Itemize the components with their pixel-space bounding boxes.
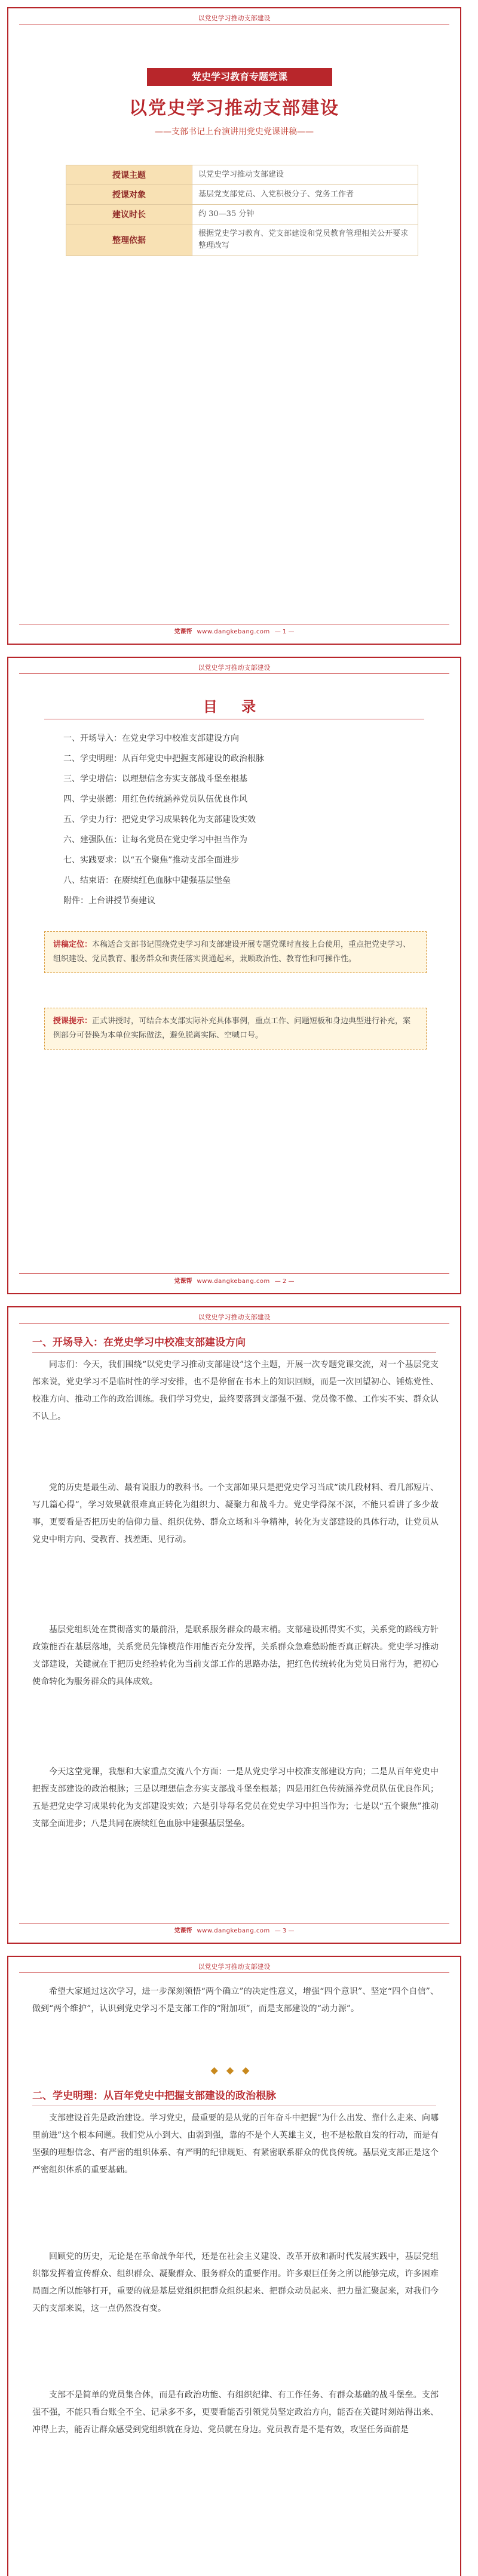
header-divider bbox=[19, 1323, 449, 1324]
footer-site[interactable]: www.dangkebang.com bbox=[197, 1278, 270, 1285]
row-value: 以党史学习推动支部建设 bbox=[192, 165, 418, 185]
footer-site[interactable]: www.dangkebang.com bbox=[197, 1928, 270, 1934]
footer-site[interactable]: www.dangkebang.com bbox=[197, 629, 270, 635]
paragraph: 党的历史是最生动、最有说服力的教科书。一个支部如果只是把党史学习当成“读几段材料、看几部短片、写几篇心得”，学习效果就很难真正转化为组织力、凝聚力和战斗力。党史学得深不深，不能只看讲了多少故事，更要看是否把历史的信仰力量、组织优势、群众立场和斗争精神，转化为支部建设的具体行动，让党员从党史中明方向、受教育、找差距、见行动。 bbox=[32, 1483, 439, 1544]
toc-item[interactable]: 三、学史增信：以理想信念夯实支部战斗堡垒根基 bbox=[63, 774, 247, 784]
page-footer bbox=[8, 1925, 460, 1934]
table-row bbox=[66, 165, 418, 185]
toc-item[interactable]: 一、开场导入：在党史学习中校准支部建设方向 bbox=[63, 734, 239, 743]
page-footer bbox=[8, 626, 460, 635]
toc-item[interactable]: 四、学史崇德：用红色传统涵养党员队伍优良作风 bbox=[63, 795, 247, 804]
course-info-table bbox=[66, 165, 418, 256]
table-row bbox=[66, 205, 418, 224]
section-separator: ◆◆◆ bbox=[210, 2064, 258, 2076]
paragraph: 同志们：今天，我们围绕“以党史学习推动支部建设”这个主题，开展一次专题党课交流，对一个基层党支部来说，党史学习不是临时性的学习安排，也不是停留在书本上的知识回顾，而是一次回望初心、锤炼党性、校准方向、推动工作的政治训练。我们学习党史，最终要落到支部强不强、党员像不像、工作实不实、群众认不认上。 bbox=[32, 1360, 439, 1421]
footer-label: 党课帮 bbox=[174, 1928, 192, 1934]
table-row bbox=[66, 224, 418, 256]
page-footer bbox=[8, 1276, 460, 1285]
toc-item[interactable]: 六、建强队伍：让每名党员在党史学习中担当作为 bbox=[63, 835, 247, 845]
page-number: — 1 — bbox=[274, 629, 295, 635]
row-value: 基层党支部党员、入党积极分子、党务工作者 bbox=[192, 185, 418, 205]
toc-list bbox=[63, 728, 422, 911]
page-number: — 3 — bbox=[274, 1928, 295, 1934]
note-label: 授课提示： bbox=[53, 1017, 93, 1026]
paragraph: 回顾党的历史，无论是在革命战争年代，还是在社会主义建设、改革开放和新时代发展实践中，基层党组织都发挥着宣传群众、组织群众、凝聚群众、服务群众的重要作用。许多艰巨任务之所以能够完成，许多困难局面之所以能够打开，重要的就是基层党组织把群众组织起来、把群众动员起来、把力量汇聚起来，对我们今天的支部来说，这一点仍然没有变。 bbox=[32, 2252, 439, 2313]
paragraph: 基层党组织处在贯彻落实的最前沿，是联系服务群众的最末梢。支部建设抓得实不实，关系党的路线方针政策能否在基层落地，关系党员先锋模范作用能否充分发挥，关系群众急难愁盼能否真正解决。党史学习推动支部建设，关键就在于把历史经验转化为当前支部工作的思路办法，把红色传统转化为党员日常行为，把初心使命转化为服务群众的具体成效。 bbox=[32, 1625, 439, 1686]
note-text: 正式讲授时，可结合本支部实际补充具体事例，重点工作、问题短板和身边典型进行补充，案例部分可替换为本单位实际做法，避免脱离实际、空喊口号。 bbox=[53, 1017, 411, 1040]
page-header: 以党史学习推动支部建设 bbox=[198, 664, 271, 672]
toc-item[interactable]: 五、学史力行：把党史学习成果转化为支部建设实效 bbox=[63, 815, 256, 824]
page-4 bbox=[7, 1956, 461, 2576]
page-1 bbox=[7, 7, 461, 645]
toc-title: 目 录 bbox=[203, 698, 266, 715]
section-title: 二、学史明理：从百年党史中把握支部建设的政治根脉 bbox=[32, 2087, 436, 2106]
toc-item[interactable]: 附件：上台讲授节奏建议 bbox=[63, 896, 155, 906]
positioning-note bbox=[44, 931, 427, 973]
row-key: 授课对象 bbox=[66, 185, 192, 205]
section-title: 一、开场导入：在党史学习中校准支部建设方向 bbox=[32, 1334, 436, 1353]
row-value: 约 30—35 分钟 bbox=[192, 205, 418, 224]
toc-item[interactable]: 二、学史明理：从百年党史中把握支部建设的政治根脉 bbox=[63, 754, 264, 764]
paragraph: 今天这堂党课，我想和大家重点交流八个方面：一是从党史学习中校准支部建设方向；二是从百年党史中把握支部建设的政治根脉；三是以理想信念夯实支部战斗堡垒根基；四是用红色传统涵养党员队伍优良作风；五是把党史学习成果转化为支部建设实效；六是引导每名党员在党史学习中担当作为；七是以“五个聚焦”推动支部全面进步；八是共同在赓续红色血脉中建强基层堡垒。 bbox=[32, 1767, 439, 1829]
page-header: 以党史学习推动支部建设 bbox=[198, 14, 271, 22]
teaching-tip-note bbox=[44, 1008, 427, 1050]
header-divider bbox=[19, 673, 449, 674]
series-banner: 党史学习教育专题党课 bbox=[147, 68, 332, 86]
row-key: 授课主题 bbox=[66, 165, 192, 185]
page-number: — 2 — bbox=[274, 1278, 295, 1285]
note-label: 讲稿定位： bbox=[53, 940, 93, 949]
footer-label: 党课帮 bbox=[174, 629, 192, 635]
footer-divider bbox=[19, 1273, 449, 1274]
row-key: 整理依据 bbox=[66, 224, 192, 256]
paragraph: 希望大家通过这次学习，进一步深刻领悟“两个确立”的决定性意义，增强“四个意识”、坚定“四个自信”、做到“两个维护”，认识到党史学习不是支部工作的“附加项”，而是支部建设的“动力源”。 bbox=[32, 1987, 439, 2014]
toc-item[interactable]: 八、结束语：在赓续红色血脉中建强基层堡垒 bbox=[63, 876, 231, 885]
page-header: 以党史学习推动支部建设 bbox=[198, 1963, 271, 1971]
footer-label: 党课帮 bbox=[174, 1278, 192, 1285]
toc-item[interactable]: 七、实践要求：以“五个聚焦”推动支部全面进步 bbox=[63, 855, 240, 865]
page-header: 以党史学习推动支部建设 bbox=[198, 1313, 271, 1321]
page-3 bbox=[7, 1306, 461, 1944]
paragraph: 支部不是简单的党员集合体，而是有政治功能、有组织纪律、有工作任务、有群众基础的战斗堡垒。支部强不强，不能只看台账全不全、记录多不多，更要看能否引领党员坚定政治方向，能否在关键时刻站得出来、冲得上去，能否让群众感受到党组织就在身边、党员就在身边。党员教育是不是有效，攻坚任务面前是 bbox=[32, 2390, 439, 2435]
row-key: 建议时长 bbox=[66, 205, 192, 224]
document-title: 以党史学习推动支部建设 bbox=[129, 98, 339, 119]
document-subtitle: ——支部书记上台演讲用党史党课讲稿—— bbox=[155, 127, 314, 137]
page-2 bbox=[7, 657, 461, 1294]
table-row bbox=[66, 185, 418, 205]
note-text: 本稿适合支部书记围绕党史学习和支部建设开展专题党课时直接上台使用，重点把党史学习、组织建设、党员教育、服务群众和责任落实贯通起来，兼顾政治性、教育性和可操作性。 bbox=[53, 940, 411, 964]
paragraph: 支部建设首先是政治建设。学习党史，最重要的是从党的百年奋斗中把握“为什么出发、靠什么走来、向哪里前进”这个根本问题。我们党从小到大、由弱到强，靠的不是个人英雄主义，也不是松散自发的行动，而是有坚强的理想信念、有严密的组织体系、有严明的纪律规矩、有紧密联系群众的优良传统。基层党支部正是这个严密组织体系的重要基础。 bbox=[32, 2113, 439, 2175]
row-value: 根据党史学习教育、党支部建设和党员教育管理相关公开要求整理改写 bbox=[192, 224, 418, 256]
header-divider bbox=[19, 1972, 449, 1973]
